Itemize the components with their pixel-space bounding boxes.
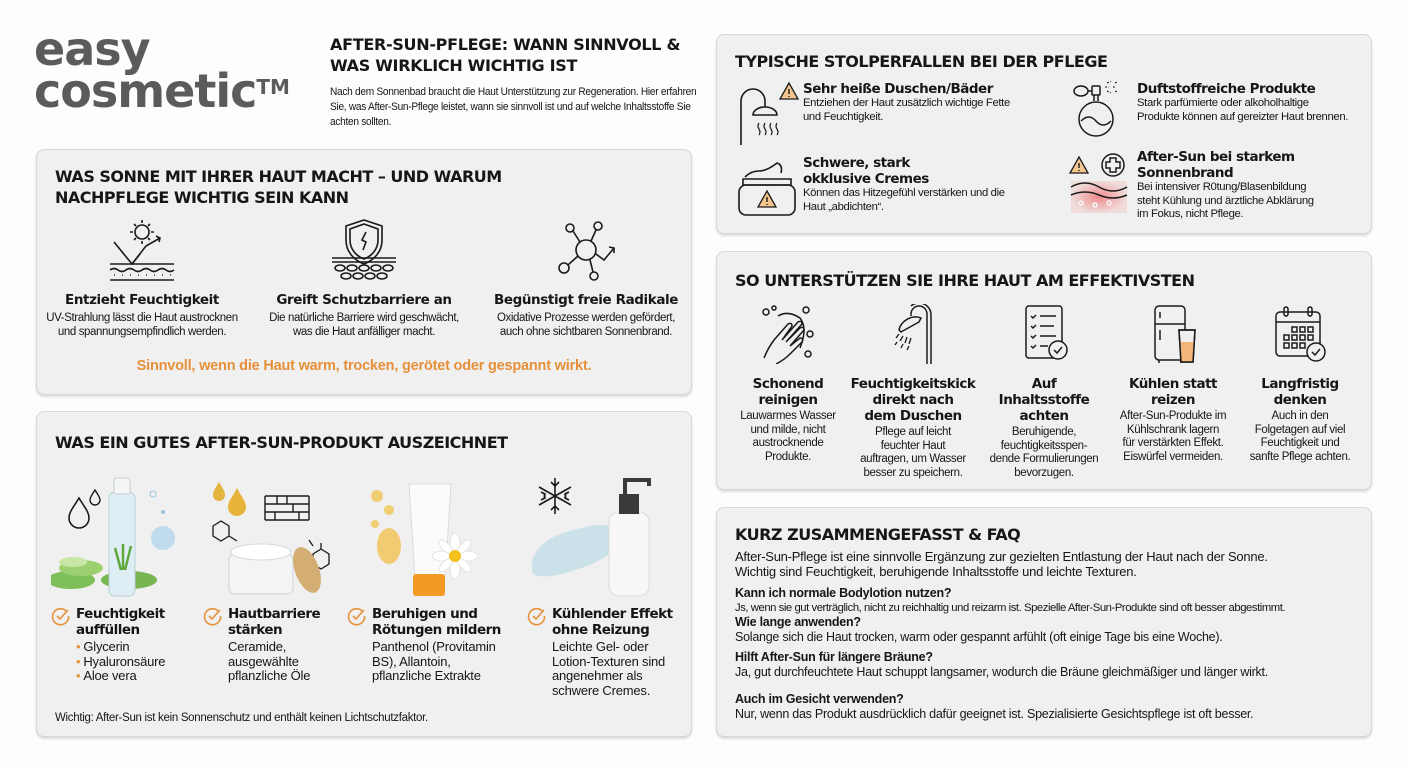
feature-desc-line: pflanzliche Extrakte: [372, 668, 481, 683]
check-circle-icon: [203, 606, 223, 626]
feature-desc-line: Ceramide,: [228, 639, 287, 654]
pitfall-item-fragrance: [1069, 81, 1348, 147]
tip-desc-line: für verstärkten Effekt.: [1122, 437, 1224, 449]
tip-desc-line: feuchter Haut: [880, 439, 946, 452]
pitfall-desc-line: Können das Hitzegefühl verstärken und die: [803, 187, 1005, 199]
tip-title-line: denken: [1273, 392, 1327, 408]
pitfall-title: Duftstoffreiche Produkte: [1137, 81, 1316, 97]
tip-desc-line: Beruhigende,: [1011, 426, 1077, 438]
effect-desc-line: und spannungsempfindlich werden.: [57, 326, 227, 338]
tip-item-long-term: [1235, 304, 1365, 464]
summary-line: Wichtig sind Feuchtigkeit, beruhigende Inhaltsstoffe und leichte Texturen.: [735, 563, 1137, 579]
pitfall-desc-line: Produkte können auf gereizter Haut brennen.: [1137, 110, 1349, 123]
effect-item-moisture: [37, 218, 247, 339]
ingredient-item: • Glycerin: [76, 640, 211, 655]
page-header: [330, 34, 700, 130]
faq-question: Wie lange anwenden?: [735, 615, 861, 629]
pitfall-title-line: okklusive Cremes: [803, 171, 929, 187]
feature-title-line: Feuchtigkeit: [76, 606, 165, 622]
pitfall-title-line: Sonnenbrand: [1137, 165, 1234, 181]
page-intro: Nach dem Sonnenbad braucht die Haut Unterstützung zur Regeneration. Hier erfahren Sie, was After-Sun-Pflege leistet, wann sie sinnvoll ist und auf welche Inhaltsstoffe Sie achten sollten.: [330, 86, 697, 128]
feature-description: [228, 640, 363, 684]
tip-desc-line: und milde, nicht: [750, 423, 826, 436]
effect-desc-line: auch ohne sichtbaren Sonnenbrand.: [499, 326, 673, 338]
effect-title: Begünstigt freie Radikale: [493, 292, 679, 308]
tip-title-line: Inhaltsstoffe: [998, 392, 1090, 408]
tube-chamomile-image: [347, 470, 507, 600]
tip-desc-line: Produkte.: [764, 450, 812, 463]
heavy-cream-warning-icon: [735, 155, 803, 221]
tip-desc-line: Lauwarmes Wasser: [740, 410, 836, 422]
good-product-panel: [36, 411, 692, 737]
section-title: KURZ ZUSAMMENGEFASST & FAQ: [735, 525, 1021, 544]
feature-title-line: auffüllen: [76, 622, 140, 638]
feature-title-line: stärken: [228, 622, 283, 638]
tip-desc-line: feuchtigkeitsspen-: [1000, 439, 1088, 452]
free-radical-molecule-icon: [550, 218, 622, 284]
feature-desc-line: schwere Cremes.: [552, 682, 651, 698]
page-title: AFTER-SUN-PFLEGE: WANN SINNVOLL & WAS WIRKLICH WICHTIG IST: [330, 35, 681, 75]
feature-title-line: Hautbarriere: [228, 606, 321, 622]
tip-desc-line: dende Formulierungen: [989, 453, 1099, 465]
effect-title: Greift Schutzbarriere an: [276, 292, 452, 308]
feature-description: [372, 640, 507, 684]
feature-title-line: ohne Reizung: [552, 622, 650, 638]
feature-title-line: Kühlender Effekt: [552, 606, 673, 622]
cream-jar-oil-drops-image: [203, 470, 363, 600]
tip-desc-line: Folgetagen auf viel: [1254, 423, 1346, 436]
tip-item-ingredients: [979, 304, 1109, 480]
tip-title-line: Kühlen statt: [1128, 376, 1218, 392]
tip-title-line: direkt nach: [872, 392, 954, 408]
support-panel: [716, 251, 1372, 490]
product-feature-barrier: [203, 470, 363, 684]
section-title: TYPISCHE STOLPERFALLEN BEI DER PFLEGE: [735, 52, 1108, 71]
faq-question: Auch im Gesicht verwenden?: [735, 692, 904, 706]
pitfall-desc-line: Haut „abdichten“.: [803, 200, 884, 213]
feature-desc-line: pflanzliche Öle: [228, 668, 311, 683]
checklist-icon: [1012, 304, 1076, 364]
tip-desc-line: besser zu speichern.: [863, 466, 963, 479]
faq-answer: Solange sich die Haut trocken, warm oder gespannt arfühlt (oft einige Tage bis eine Woche).: [735, 629, 1223, 644]
tip-desc-line: After-Sun-Produkte im: [1119, 410, 1227, 422]
tip-title-line: Langfristig: [1261, 376, 1339, 392]
pitfall-desc-line: Entziehen der Haut zusätzlich wichtige Fette: [803, 97, 1010, 109]
feature-desc-line: Leichte Gel- oder: [552, 639, 649, 654]
feature-title-line: Rötungen mildern: [372, 622, 501, 638]
tip-item-shower: [843, 304, 983, 480]
trademark-symbol: TM: [256, 75, 290, 99]
section-title: SO UNTERSTÜTZEN SIE IHRE HAUT AM EFFEKTIVSTEN: [735, 271, 1195, 290]
tip-title-line: reinigen: [758, 392, 818, 408]
tip-title-line: achten: [1019, 408, 1069, 424]
tip-desc-line: bevorzugen.: [1014, 466, 1074, 479]
pitfall-desc-line: Bei intensiver R0tung/Blasenbildung: [1137, 181, 1307, 193]
tip-desc-line: Eiswürfel vermeiden.: [1123, 450, 1223, 463]
faq-answer: Nur, wenn das Produkt ausdrücklich dafür geeignet ist. Spezialisierte Gesichtspflege ist oft besser.: [735, 706, 1254, 721]
effect-desc-line: Oxidative Prozesse werden gefördert,: [496, 312, 675, 324]
pump-bottle-gel-snowflake-image: [527, 470, 687, 600]
faq-question: Kann ich normale Bodylotion nutzen?: [735, 586, 952, 600]
shower-icon: [881, 304, 945, 364]
faq-panel: [716, 507, 1372, 737]
effect-item-radicals: [481, 218, 691, 339]
brand-line-2: cosmetic: [34, 64, 257, 118]
tip-title-line: Schonend: [752, 376, 824, 392]
brand-line-1: easy: [34, 22, 150, 76]
product-feature-moisture: [51, 470, 211, 684]
faq-answer: Js, wenn sie gut verträglich, nicht zu reichhaltig und reizarm ist. Spezielle After-Sun-Produkte sind oft besser abgestimmt.: [735, 601, 1286, 614]
tip-desc-line: sanfte Pflege achten.: [1249, 450, 1351, 463]
pitfalls-panel: [716, 34, 1372, 234]
pitfall-item-hot-shower: [735, 81, 1010, 147]
tip-title-line: reizen: [1150, 392, 1196, 408]
effect-title: Entzieht Feuchtigkeit: [65, 292, 219, 308]
tip-title-line: dem Duschen: [864, 408, 962, 424]
pitfall-desc-line: und Feuchtigkeit.: [803, 110, 884, 123]
pitfall-item-sunburn: [1069, 149, 1314, 222]
pitfall-title-line: After-Sun bei starkem: [1137, 149, 1295, 165]
calendar-check-icon: [1268, 304, 1332, 364]
tip-desc-line: Feuchtigkeit und: [1260, 437, 1340, 449]
usage-hint: Sinnvoll, wenn die Haut warm, trocken, gerötet oder gespannt wirkt.: [136, 358, 592, 374]
tip-desc-line: Auch in den: [1271, 410, 1329, 422]
effect-desc-line: Die natürliche Barriere wird geschwächt,: [269, 312, 459, 324]
feature-desc-line: BS), Allantoin,: [372, 653, 451, 669]
tip-item-cleanse: [723, 304, 853, 464]
cracked-shield-icon: [328, 218, 400, 284]
important-note: Wichtig: After-Sun ist kein Sonnenschutz und enthält keinen Lichtschutzfaktor.: [55, 712, 428, 724]
pitfall-desc-line: Stark parfümierte oder alkoholhaltige: [1137, 97, 1309, 109]
tip-title-line: Auf: [1031, 376, 1057, 392]
pitfall-item-heavy-creams: [735, 155, 1005, 221]
pitfall-title: Sehr heiße Duschen/Bäder: [803, 81, 993, 97]
check-circle-icon: [51, 606, 71, 626]
aloe-vera-gel-bottle-image: [51, 470, 211, 600]
ingredient-item: • Hyaluronsäure: [76, 655, 211, 670]
feature-desc-line: Lotion-Texturen sind: [552, 653, 666, 669]
tip-title-line: Feuchtigkeitskick: [850, 376, 976, 392]
feature-desc-line: Panthenol (Provitamin: [372, 639, 496, 654]
summary-line: After-Sun-Pflege ist eine sinnvolle Ergänzung zur gezielten Entlastung der Haut nach der Sonne.: [735, 549, 1268, 564]
feature-title-line: Beruhigen und: [372, 606, 478, 622]
hot-shower-warning-icon: [735, 81, 803, 147]
pitfall-desc-line: im Fokus, nicht Pflege.: [1137, 208, 1244, 220]
brand-logo: [34, 22, 304, 118]
tip-desc-line: Kühlschrank lagern: [1126, 423, 1220, 436]
perfume-bottle-icon: [1069, 81, 1137, 147]
effect-item-barrier: [259, 218, 469, 339]
ingredient-list: [76, 640, 211, 684]
tip-desc-line: Pflege auf leicht: [875, 426, 951, 438]
tip-desc-line: auftragen, um Wasser: [860, 453, 966, 465]
fridge-drink-icon: [1141, 304, 1205, 364]
feature-desc-line: ausgewählte: [228, 653, 299, 669]
feature-description: [552, 640, 687, 698]
section-title: WAS SONNE MIT IHRER HAUT MACHT – UND WARUM NACHPFLEGE WICHTIG SEIN KANN: [55, 167, 502, 207]
section-title: WAS EIN GUTES AFTER-SUN-PRODUKT AUSZEICHNET: [55, 433, 508, 452]
product-feature-cooling: [527, 470, 687, 698]
effect-desc-line: was die Haut anfälliger macht.: [292, 326, 436, 338]
tip-desc-line: austrocknende: [752, 437, 824, 449]
sunburn-medical-icon: [1069, 149, 1137, 215]
sun-effects-panel: [36, 149, 692, 395]
washing-hands-icon: [756, 304, 820, 364]
summary-text: [735, 550, 1365, 579]
feature-desc-line: angenehmer als: [552, 668, 643, 683]
pitfall-title-line: Schwere, stark: [803, 155, 910, 171]
faq-question: Hilft After-Sun für längere Bräune?: [735, 650, 933, 664]
faq-answer: Ja, gut durchfeuchtete Haut schuppt langsamer, wodurch die Bräune gleichmäßiger und länger wirkt.: [735, 664, 1269, 679]
pitfall-desc-line: steht Kühlung und ärztliche Abklärung: [1137, 194, 1314, 207]
check-circle-icon: [347, 606, 367, 626]
effect-desc-line: UV-Strahlung lässt die Haut austrocknen: [46, 312, 238, 324]
product-feature-soothing: [347, 470, 507, 684]
sun-uv-skin-icon: [106, 218, 178, 284]
check-circle-icon: [527, 606, 547, 626]
tip-item-cooling: [1108, 304, 1238, 464]
ingredient-item: • Aloe vera: [76, 669, 211, 684]
